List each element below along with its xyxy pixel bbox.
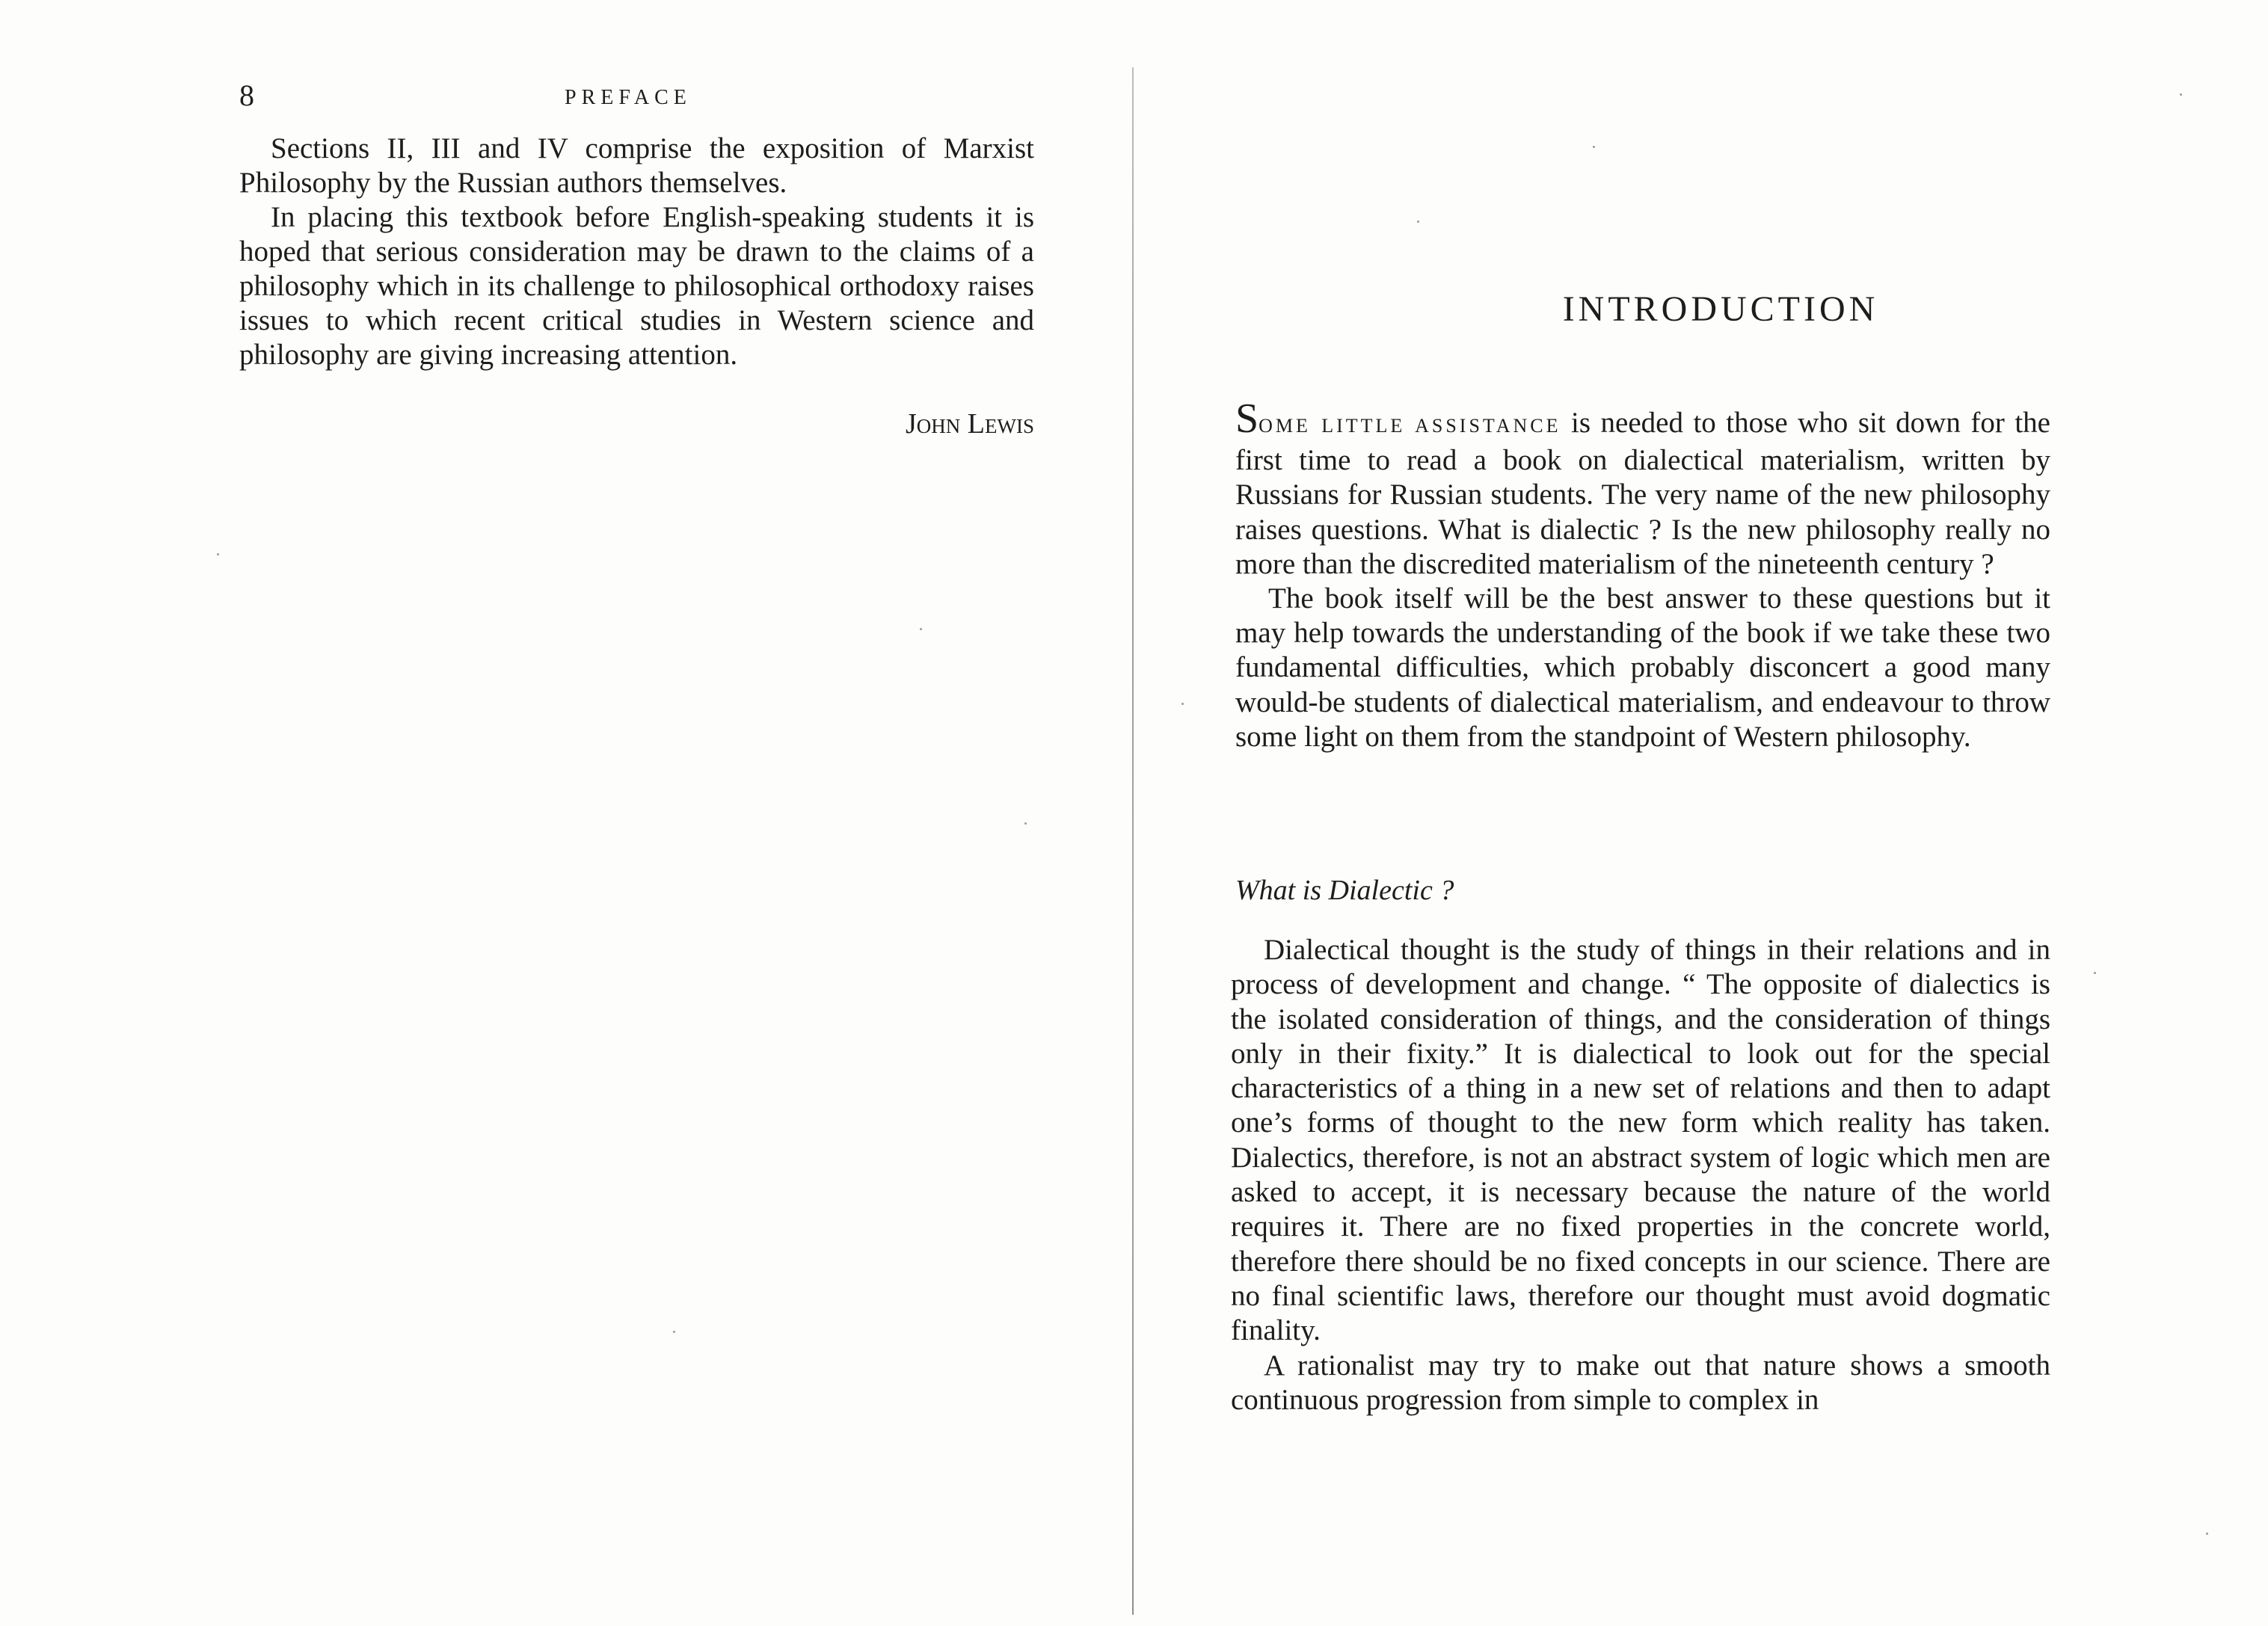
author-signature: John Lewis [906,408,1034,440]
drop-cap: S [1235,395,1259,442]
scan-speck [673,1331,675,1333]
scan-speck [2094,972,2096,974]
section-text [1231,933,2050,1417]
chapter-title: INTRODUCTION [1562,289,1879,329]
opening-paragraph [1235,395,2050,582]
scan-speck [217,553,219,555]
opening-text: is needed to those who sit down for the first time to read a book on dialectical materialism, written by Russians for Russian students. The very name of the new philosophy raises questions. What is dialectic ? Is the new philosophy really no more than the discredited materialism of the nineteenth century ? [1235,407,2050,580]
left-page [0,0,1132,1626]
scan-speck [1181,703,1184,705]
intro-paragraph-2: The book itself will be the best answer to these questions but it may help towards the understanding of the book if we take these two fundamental difficulties, which probably disconcert a good many would-be students of dialectical materialism, and endeavour to throw some light on them from the standpoint of Western philosophy. [1235,582,2050,753]
scan-speck [1593,146,1595,148]
section-heading: What is Dialectic ? [1235,875,1454,906]
lead-small-caps: OME LITTLE ASSISTANCE [1259,415,1561,437]
preface-paragraph-1: Sections II, III and IV comprise the exposition of Marxist Philosophy by the Russian authors themselves. [239,132,1034,199]
introduction-text [1235,395,2050,754]
page-number: 8 [239,78,254,112]
scan-speck [920,628,922,630]
scan-speck [2206,1533,2208,1535]
preface-paragraph-2: In placing this textbook before English-speaking students it is hoped that serious consideration may be drawn to the claims of a philosophy which in its challenge to philosophical orthodoxy raises issues to which recent critical studies in Western science and philosophy are giving increasing attention. [239,201,1034,371]
preface-text [239,132,1034,372]
scan-speck [1417,221,1419,223]
running-head: PREFACE [565,86,692,109]
section-paragraph-2: A rationalist may try to make out that nature shows a smooth continuous progression from simple to complex in [1231,1349,2050,1416]
right-page [1134,0,2268,1626]
scan-speck [1024,822,1027,825]
section-paragraph-1: Dialectical thought is the study of things in their relations and in process of development and change. “ The opposite of dialectics is the isolated consideration of things, and the consideration of things only in their fixity.” It is dialectical to look out for the special characteristics of a thing in a new set of relations and then to adapt one’s forms of thought to the new form which reality has taken. Dialectics, therefore, is not an abstract system of logic which men are asked to accept, it is necessary because the nature of the world requires it. There are no fixed properties in the concrete world, therefore there should be no fixed concepts in our science. There are no final scientific laws, therefore our thought must avoid dogmatic finality. [1231,934,2050,1347]
scan-speck [2180,93,2182,96]
